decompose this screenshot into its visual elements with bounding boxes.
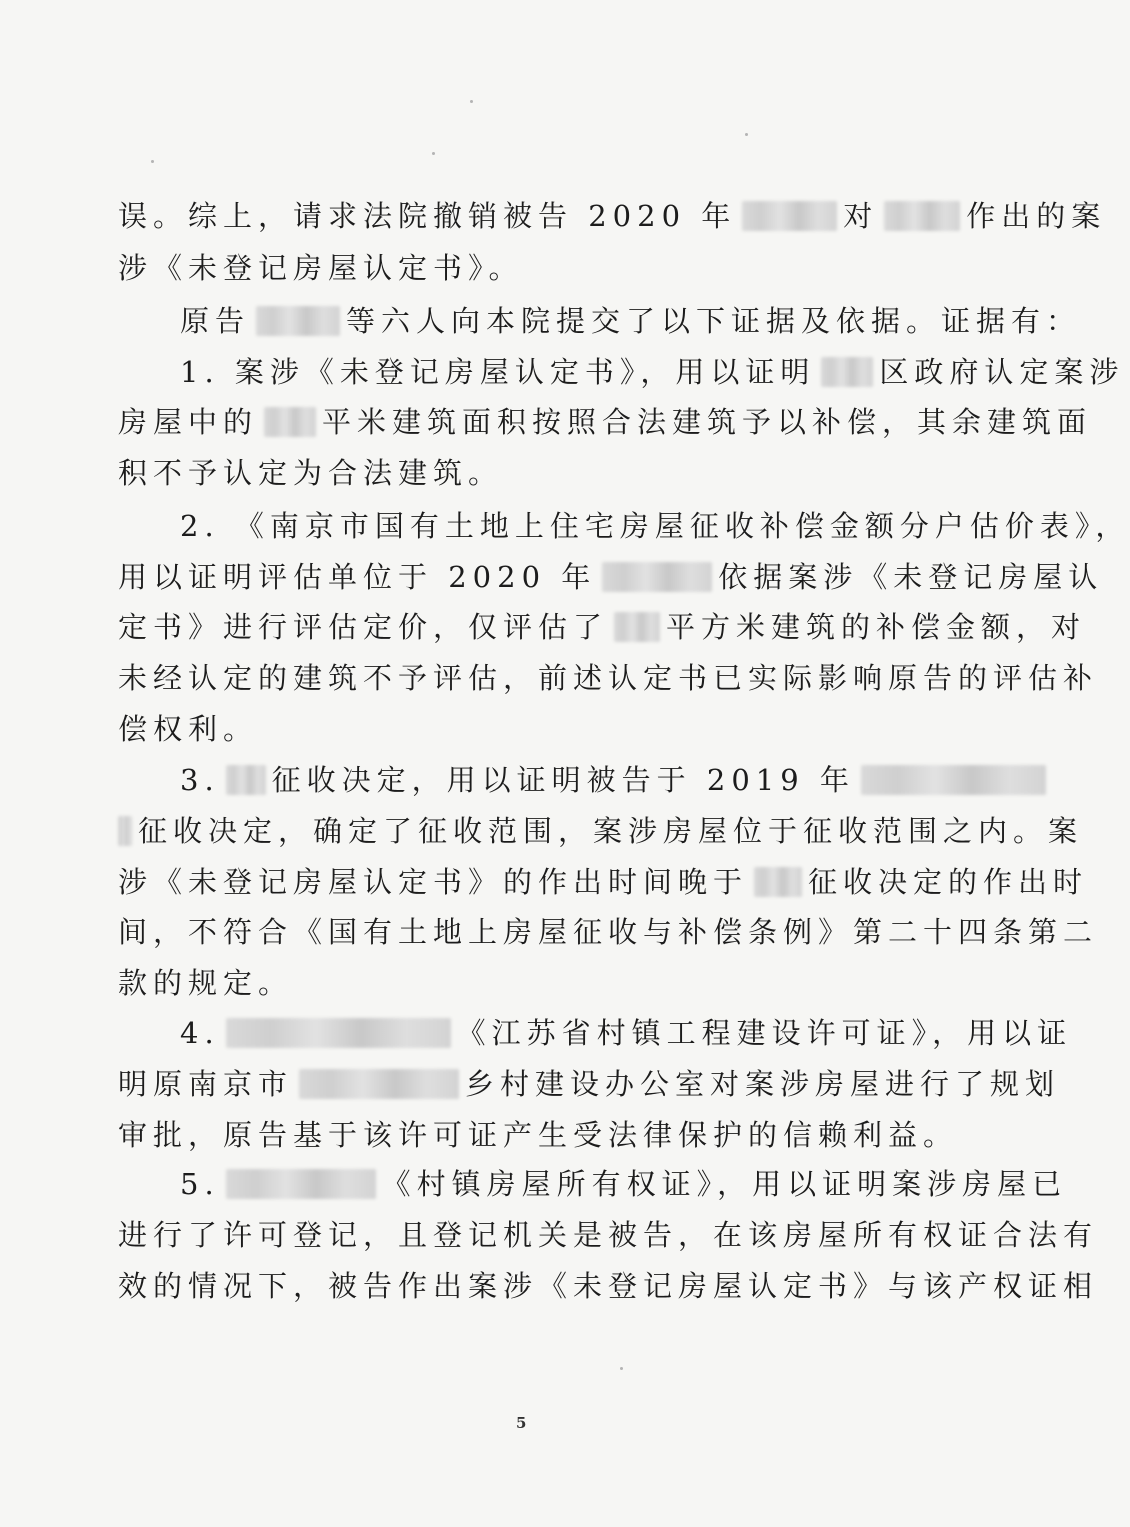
text-line-17 [180,1015,1072,1051]
redacted-area [226,765,266,795]
scan-speck [432,152,435,155]
text-line-3 [180,303,1081,339]
text-line-1 [118,198,1106,234]
redacted-area [256,306,340,336]
line-text: 误。综上，请求法院撤销被告 2020 年 [118,199,737,233]
line-text: 《江苏省村镇工程建设许可证》，用以证 [456,1016,1073,1050]
text-line-9 [118,609,1086,645]
line-text: 审批，原告基于该许可证产生受法律保护的信赖利益。 [118,1118,959,1152]
text-line-15 [118,914,1098,950]
text-line-19 [118,1117,958,1153]
line-text: 2. 《南京市国有土地上住宅房屋征收补偿金额分户估价表》， [180,509,1130,543]
redacted-area [226,1169,376,1199]
line-text: 涉《未登记房屋认定书》。 [118,251,524,285]
line-text: 原告 [180,304,251,338]
text-line-12 [180,762,1052,798]
redacted-area [754,867,802,897]
line-text: 款的规定。 [118,966,294,1000]
text-line-22 [118,1268,1098,1304]
text-line-18 [118,1066,1060,1102]
text-line-8 [118,559,1103,595]
line-text: 偿权利。 [118,712,259,746]
redacted-area [742,201,837,231]
line-text: 积不予认定为合法建筑。 [118,456,504,490]
line-text: 征收决定，用以证明被告于 2019 年 [271,763,855,797]
line-text: 用以证明评估单位于 2020 年 [118,560,597,594]
line-text: 4. [180,1016,220,1050]
line-text: 定书》进行评估定价，仅评估了 [118,610,609,644]
text-line-2 [118,250,524,286]
line-text: 《村镇房屋所有权证》，用以证明案涉房屋已 [381,1167,1068,1201]
line-text: 乡村建设办公室对案涉房屋进行了规划 [465,1067,1061,1101]
line-text: 间，不符合《国有土地上房屋征收与补偿条例》第二十四条第二 [118,915,1099,949]
line-text: 平方米建筑的补偿金额，对 [666,610,1087,644]
line-text: 房屋中的 [118,405,259,439]
text-line-11 [118,711,258,747]
scan-speck [151,160,154,163]
line-text: 作出的案 [966,199,1107,233]
line-text: 区政府认定案涉 [879,355,1125,389]
line-text: 3. [180,763,220,797]
scan-speck [470,100,473,103]
scan-speck [620,1367,623,1370]
redacted-area [118,816,132,846]
line-text: 进行了许可登记，且登记机关是被告，在该房屋所有权证合法有 [118,1218,1099,1252]
text-line-10 [118,660,1098,696]
line-text: 等六人向本院提交了以下证据及依据。证据有： [346,304,1082,338]
page-number: 5 [516,1414,527,1432]
line-text: 征收决定的作出时 [808,865,1089,899]
text-line-21 [118,1217,1098,1253]
redacted-area [861,765,1046,795]
text-line-4 [180,354,1124,390]
line-text: 明原南京市 [118,1067,294,1101]
redacted-area [884,201,960,231]
line-text: 对 [843,199,879,233]
redacted-area [821,357,873,387]
text-line-16 [118,965,293,1001]
line-text: 平米建筑面积按照合法建筑予以补偿，其余建筑面 [322,405,1093,439]
line-text: 1. 案涉《未登记房屋认定书》，用以证明 [180,355,816,389]
scan-speck [745,133,748,136]
text-line-6 [118,455,503,491]
text-line-5 [118,404,1092,440]
line-text: 未经认定的建筑不予评估，前述认定书已实际影响原告的评估补 [118,661,1099,695]
line-text: 依据案涉《未登记房屋认 [718,560,1104,594]
redacted-area [226,1018,451,1048]
text-line-13 [118,813,1083,849]
redacted-area [299,1069,459,1099]
text-line-14 [118,864,1088,900]
line-text: 涉《未登记房屋认定书》的作出时间晚于 [118,865,749,899]
line-text: 效的情况下，被告作出案涉《未登记房屋认定书》与该产权证相 [118,1269,1099,1303]
line-text: 5. [180,1167,220,1201]
text-line-7 [180,508,1130,544]
redacted-area [614,612,660,642]
redacted-area [602,562,712,592]
text-line-20 [180,1166,1067,1202]
line-text: 征收决定，确定了征收范围，案涉房屋位于征收范围之内。案 [138,814,1084,848]
redacted-area [264,407,316,437]
